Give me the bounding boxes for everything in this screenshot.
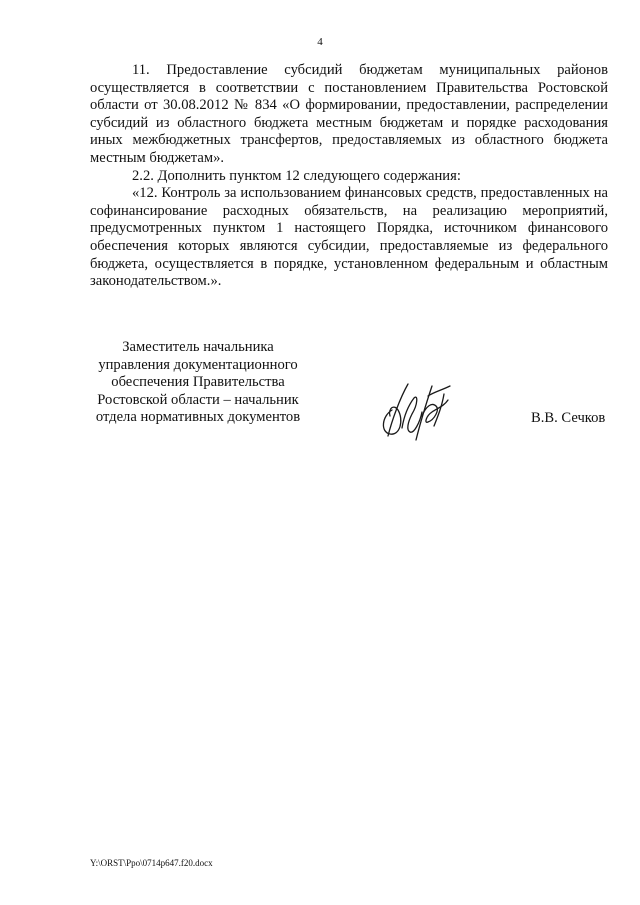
signatory-title-line: управления документационного — [98, 356, 298, 373]
paragraph-amendment-2-2: 2.2. Дополнить пунктом 12 следующего содержания: — [132, 167, 461, 184]
handwritten-signature — [378, 376, 456, 442]
signatory-title-line: отдела нормативных документов — [95, 409, 301, 426]
signatory-name: В.В. Сечков — [531, 410, 606, 426]
page-number: 4 — [317, 36, 323, 48]
paragraph-item-11: 11. Предоставление субсидий бюджетам муниципальных районов осуществляется в соответствии с постановлением Правительства Ростовской области от 30.08.2012 № 834 «О формировании, предоставлении, распределении субсидий из областного бюджета местным бюджетам и порядке расходования иных межбюджетных трансфертов, предоставляемых из областного бюджета местным бюджетам». — [90, 62, 608, 166]
signatory-title — [84, 339, 312, 427]
paragraph-item-12: «12. Контроль за использованием финансовых средств, предоставленных на софинансирование расходных обязательств, на реализацию мероприятий, предусмотренных пунктом 1 настоящего Порядка, источником финансового обеспечения которых являются субсидии, предоставляемые из федерального бюджета, осуществляется в порядке, установленном федеральным и областным законодательством.». — [90, 185, 608, 290]
signatory-title-line: Ростовской области – начальник — [97, 391, 299, 408]
signatory-title-line: Заместитель начальника — [122, 339, 274, 355]
document-body — [90, 62, 608, 291]
file-path: Y:\ORST\Ppo\0714p647.f20.docx — [90, 858, 213, 868]
signatory-title-line: обеспечения Правительства — [111, 374, 285, 391]
